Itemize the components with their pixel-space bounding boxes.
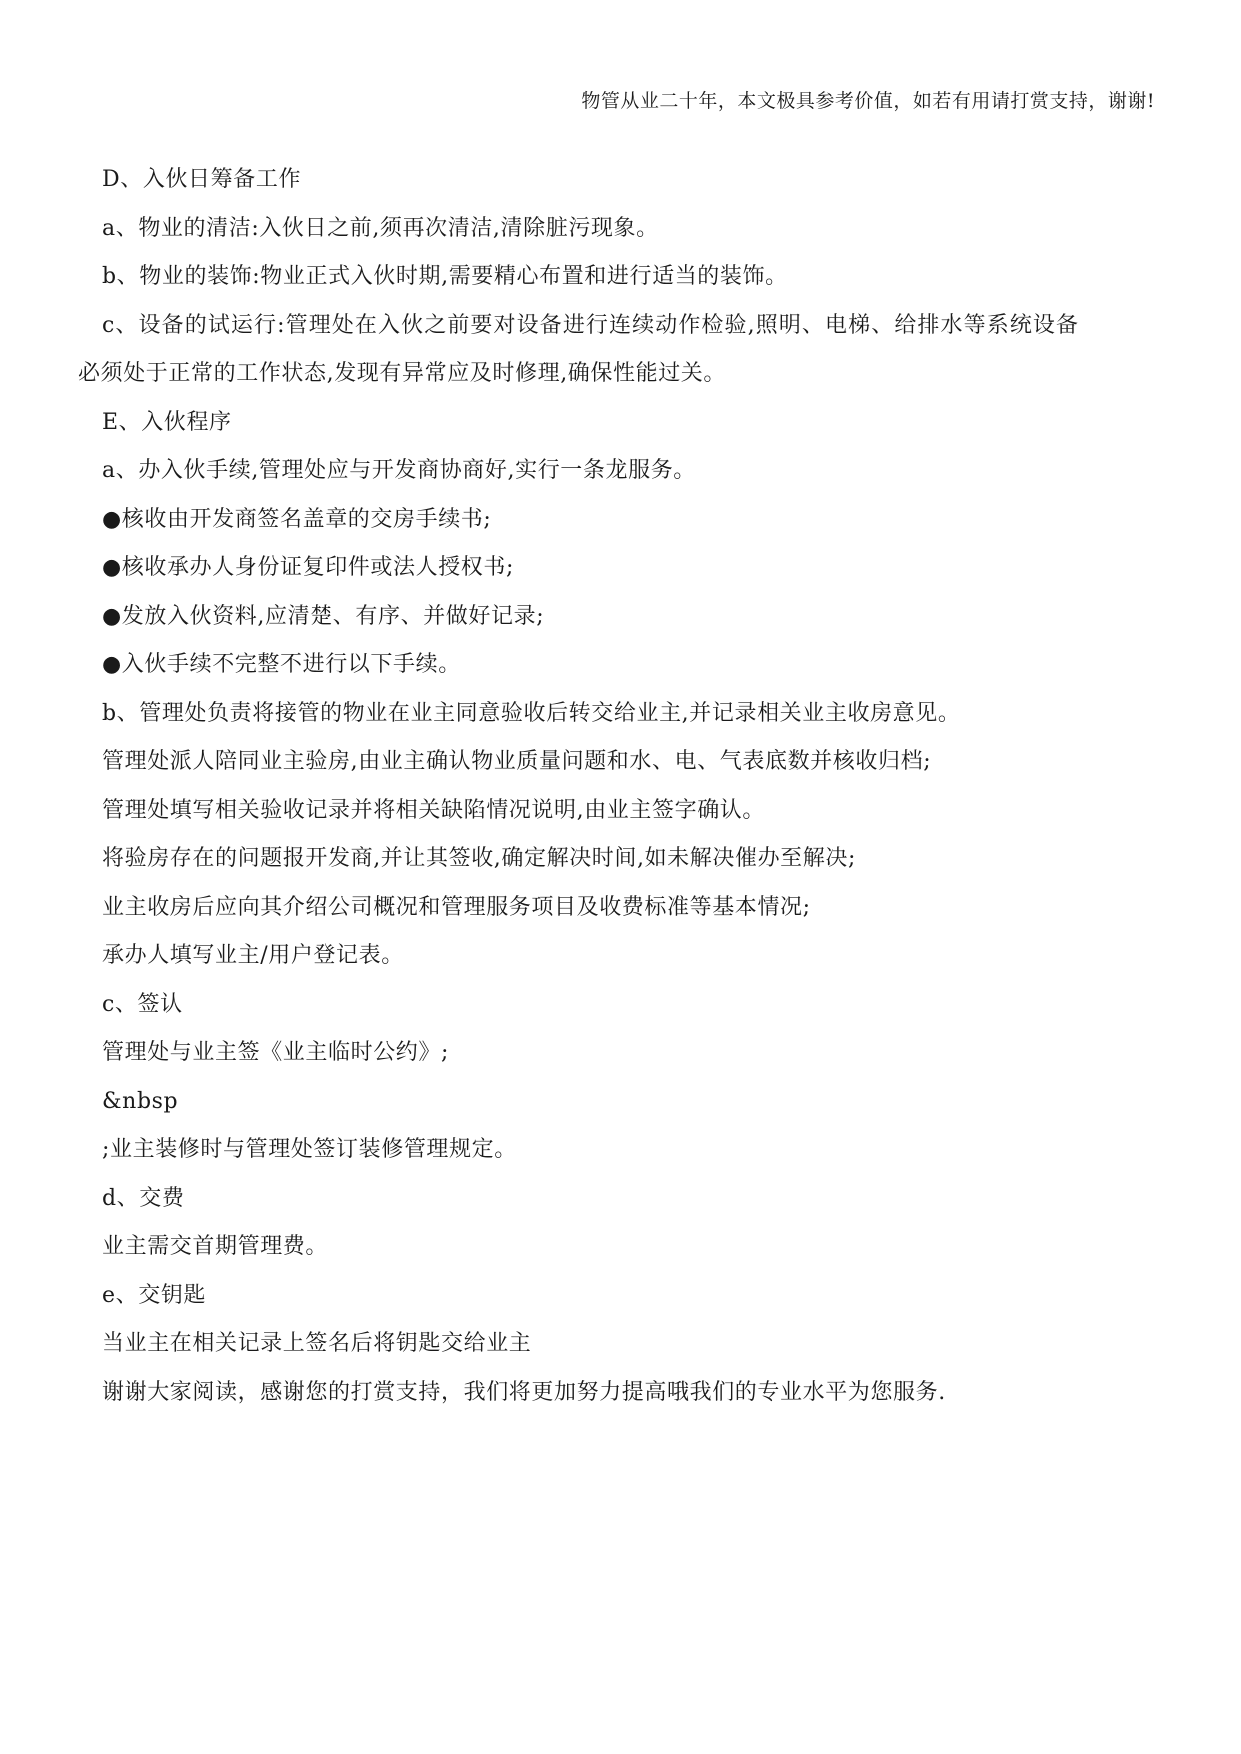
paragraph-line: 业主需交首期管理费。 (102, 1234, 329, 1259)
paragraph-line: 将验房存在的问题报开发商,并让其签收,确定解决时间,如未解决催办至解决; (102, 846, 856, 871)
paragraph-line: ;业主装修时与管理处签订装修管理规定。 (102, 1137, 517, 1162)
page-header-note: 物管从业二十年，本文极具参考价值，如若有用请打赏支持，谢谢! (581, 90, 1155, 112)
paragraph-line: a、物业的清洁:入伙日之前,须再次清洁,清除脏污现象。 (102, 215, 659, 241)
paragraph-line: 管理处派人陪同业主验房,由业主确认物业质量问题和水、电、气表底数并核收归档; (102, 749, 932, 774)
document-body (78, 156, 1168, 1417)
paragraph-line-continued: 必须处于正常的工作状态,发现有异常应及时修理,确保性能过关。 (78, 361, 726, 386)
bullet-item: ●核收承办人身份证复印件或法人授权书; (102, 555, 515, 580)
subsection-heading-e: e、交钥匙 (102, 1282, 207, 1308)
paragraph-line: 当业主在相关记录上签名后将钥匙交给业主 (102, 1331, 532, 1356)
paragraph-line: b、物业的装饰:物业正式入伙时期,需要精心布置和进行适当的装饰。 (102, 264, 788, 289)
paragraph-line: c、设备的试运行:管理处在入伙之前要对设备进行连续动作检验,照明、电梯、给排水等系统设备 (102, 312, 1080, 338)
paragraph-line: &nbsp (102, 1088, 179, 1114)
section-heading-d: D、入伙日筹备工作 (102, 167, 302, 192)
paragraph-line: a、办入伙手续,管理处应与开发商协商好,实行一条龙服务。 (102, 458, 696, 483)
paragraph-line: 管理处与业主签《业主临时公约》; (102, 1040, 450, 1065)
closing-note: 谢谢大家阅读，感谢您的打赏支持，我们将更加努力提高哦我们的专业水平为您服务. (102, 1379, 946, 1405)
paragraph-line: 管理处填写相关验收记录并将相关缺陷情况说明,由业主签字确认。 (102, 797, 765, 823)
paragraph-line: 业主收房后应向其介绍公司概况和管理服务项目及收费标准等基本情况; (102, 894, 811, 920)
bullet-item: ●发放入伙资料,应清楚、有序、并做好记录; (102, 603, 545, 629)
bullet-item: ●核收由开发商签名盖章的交房手续书; (102, 506, 492, 532)
bullet-item: ●入伙手续不完整不进行以下手续。 (102, 652, 461, 677)
paragraph-line: 承办人填写业主/用户登记表。 (102, 943, 404, 968)
subsection-heading-c: c、签认 (102, 991, 183, 1017)
paragraph-line: b、管理处负责将接管的物业在业主同意验收后转交给业主,并记录相关业主收房意见。 (102, 700, 961, 726)
subsection-heading-d: d、交费 (102, 1185, 185, 1211)
section-heading-e: E、入伙程序 (102, 409, 232, 435)
